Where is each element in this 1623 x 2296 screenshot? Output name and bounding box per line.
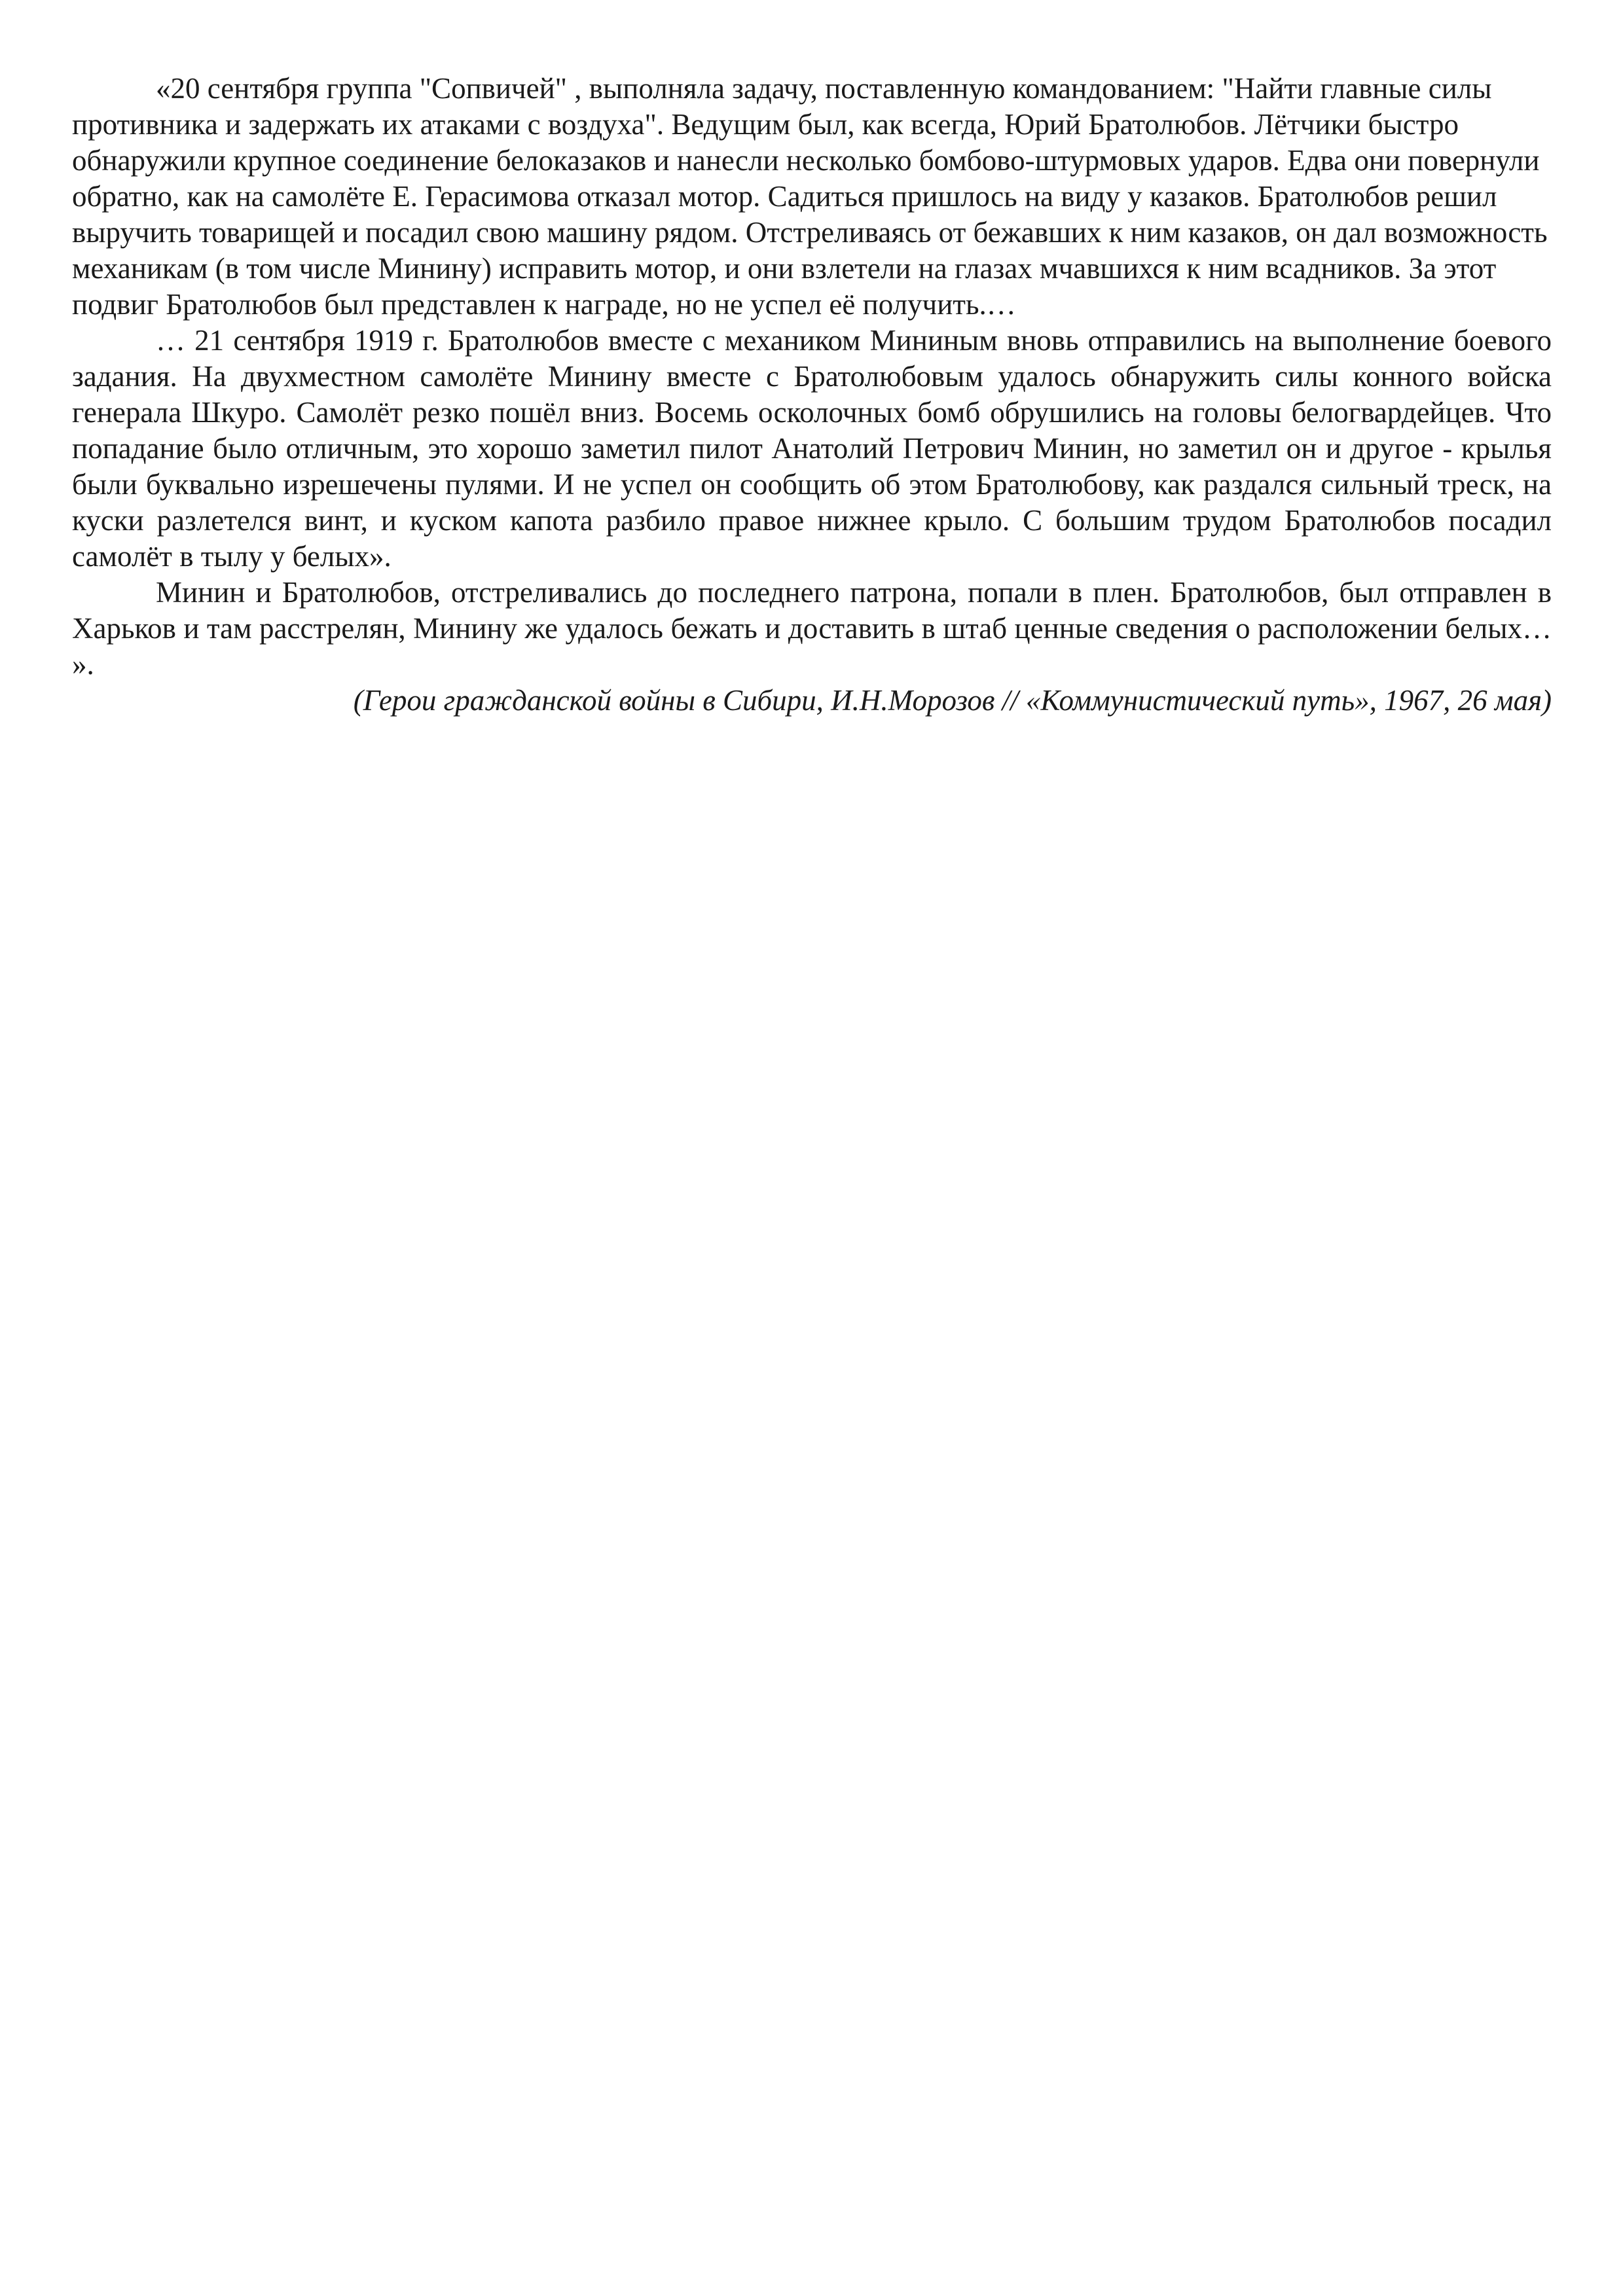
paragraph-3: Минин и Братолюбов, отстреливались до последнего патрона, попали в плен. Братолюбов, был отправлен в Харьков и там расстрелян, Минину же удалось бежать и доставить в штаб ценные сведения о расположении белых… ». (72, 576, 1552, 681)
paragraph-2: … 21 сентября 1919 г. Братолюбов вместе с механиком Мининым вновь отправились на выполнение боевого задания. На двухместном самолёте Минину вместе с Братолюбовым удалось обнаружить силы конного войска генерала Шкуро. Самолёт резко пошёл вниз. Восемь осколочных бомб обрушились на головы белогвардейцев. Что попадание было отличным, это хорошо заметил пилот Анатолий Петрович Минин, но заметил он и другое - крылья были буквально изрешечены пулями. И не успел он сообщить об этом Братолюбову, как раздался сильный треск, на куски разлетелся винт, и куском капота разбило правое нижнее крыло. С большим трудом Братолюбов посадил самолёт в тылу у белых». (72, 324, 1552, 573)
document-page (72, 71, 1552, 719)
paragraph-1: «20 сентября группа "Сопвичей" , выполняла задачу, поставленную командованием: "Найти главные силы противника и задержать их атаками с воздуха". Ведущим был, как всегда, Юрий Братолюбов. Лётчики быстро обнаружили крупное соединение белоказаков и нанесли несколько бомбово-штурмовых ударов. Едва они повернули обратно, как на самолёте Е. Герасимова отказал мотор. Садиться пришлось на виду у казаков. Братолюбов решил выручить товарищей и посадил свою машину рядом. Отстреливаясь от бежавших к ним казаков, он дал возможность механикам (в том числе Минину) исправить мотор, и они взлетели на глазах мчавшихся к ним всадников. За этот подвиг Братолюбов был представлен к награде, но не успел её получить.… (72, 72, 1548, 321)
source-citation: (Герои гражданской войны в Сибири, И.Н.Морозов // «Коммунистический путь», 1967, 26 мая) (353, 684, 1552, 717)
